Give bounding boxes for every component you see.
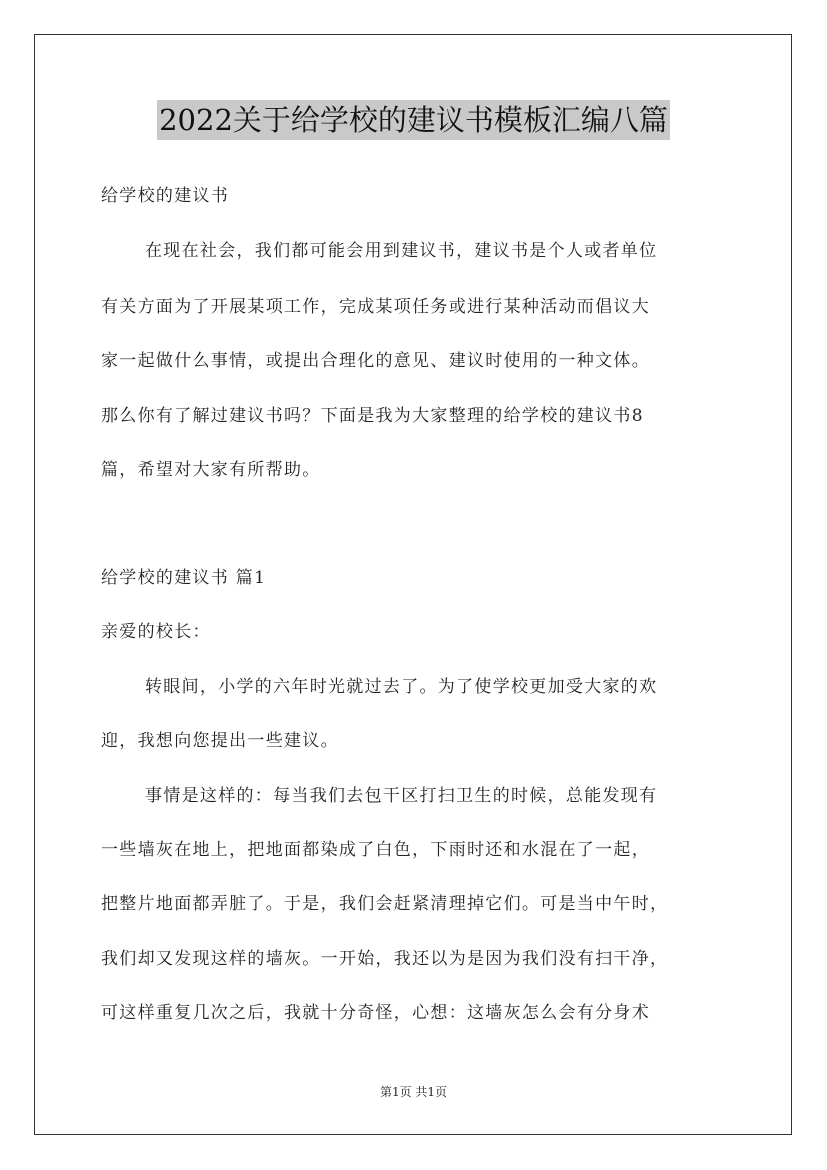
intro-line: 家一起做什么事情，或提出合理化的意见、建议时使用的一种文体。: [101, 351, 650, 371]
document-title: [0, 100, 827, 140]
intro-line: 那么你有了解过建议书吗？下面是我为大家整理的给学校的建议书8: [101, 406, 644, 426]
section-heading: 给学校的建议书: [101, 186, 230, 206]
paragraph-line: 可这样重复几次之后，我就十分奇怪，心想：这墙灰怎么会有分身术: [101, 1003, 650, 1023]
salutation: 亲爱的校长：: [101, 622, 211, 642]
intro-line: 在现在社会，我们都可能会用到建议书，建议书是个人或者单位: [145, 241, 658, 261]
paragraph-line: 迎，我想向您提出一些建议。: [101, 731, 339, 751]
paragraph-line: 我们却又发现这样的墙灰。一开始，我还以为是因为我们没有扫干净，: [101, 949, 669, 969]
paragraph-line: 事情是这样的：每当我们去包干区打扫卫生的时候，总能发现有: [145, 786, 658, 806]
document-title-text: 2022关于给学校的建议书模板汇编八篇: [157, 100, 670, 140]
intro-line: 篇，希望对大家有所帮助。: [101, 460, 321, 480]
paragraph-line: 转眼间，小学的六年时光就过去了。为了使学校更加受大家的欢: [145, 677, 658, 697]
article-heading: 给学校的建议书 篇1: [101, 568, 267, 588]
intro-line: 有关方面为了开展某项工作，完成某项任务或进行某种活动而倡议大: [101, 297, 650, 317]
paragraph-line: 一些墙灰在地上，把地面都染成了白色，下雨时还和水混在了一起，: [101, 840, 650, 860]
page-indicator: 第1页 共1页: [379, 1085, 448, 1099]
page-footer: [0, 1083, 827, 1100]
paragraph-line: 把整片地面都弄脏了。于是，我们会赶紧清理掉它们。可是当中午时，: [101, 894, 669, 914]
